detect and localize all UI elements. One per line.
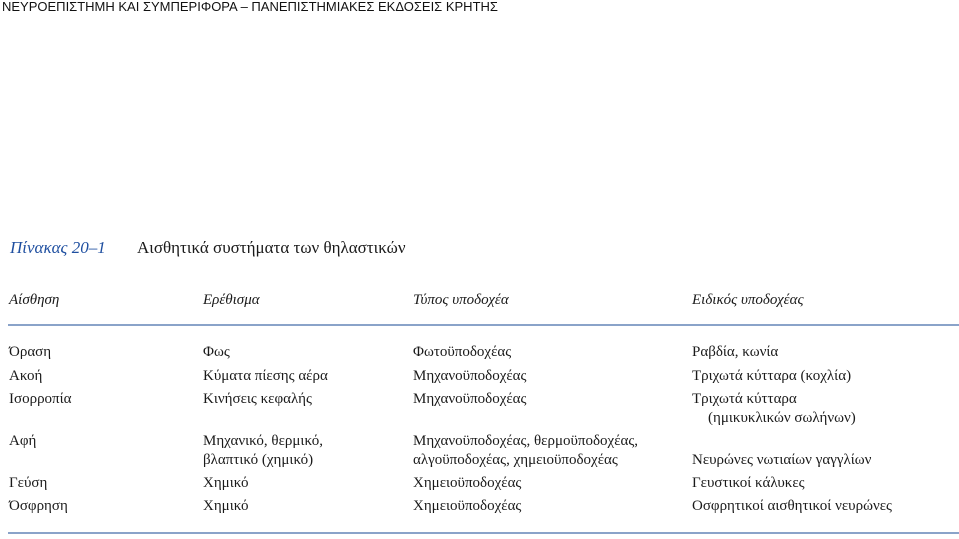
table-bottom-rule — [8, 532, 959, 534]
column-header-sense: Αίσθηση — [9, 292, 60, 308]
cell-specific-receptor-line2: (ημικυκλικών σωλήνων) — [708, 410, 856, 426]
cell-stimulus: Χημικό — [203, 475, 249, 491]
table-caption — [10, 238, 406, 258]
cell-receptor-type: Μηχανοϋποδοχέας — [413, 368, 527, 384]
cell-stimulus — [203, 432, 323, 469]
cell-receptor-type — [413, 432, 638, 469]
table-title: Αισθητικά συστήματα των θηλαστικών — [137, 238, 406, 257]
cell-receptor-type: Φωτοϋποδοχέας — [413, 344, 512, 360]
cell-specific-receptor: Γευστικοί κάλυκες — [692, 475, 805, 491]
column-header-specific-receptor: Ειδικός υποδοχέας — [692, 292, 804, 308]
cell-receptor-type: Χημειοϋποδοχέας — [413, 498, 522, 514]
table-top-rule — [8, 324, 959, 326]
table-label: Πίνακας 20–1 — [10, 238, 106, 257]
cell-specific-receptor: Οσφρητικοί αισθητικοί νευρώνες — [692, 498, 892, 514]
cell-specific-receptor: Ραβδία, κωνία — [692, 344, 779, 360]
cell-stimulus-line2: βλαπτικό (χημικό) — [203, 452, 314, 468]
column-header-stimulus: Ερέθισμα — [203, 292, 260, 308]
cell-stimulus: Χημικό — [203, 498, 249, 514]
cell-receptor-type: Μηχανοϋποδοχέας — [413, 391, 527, 407]
cell-receptor-type: Χημειοϋποδοχέας — [413, 475, 522, 491]
cell-stimulus: Φως — [203, 344, 230, 360]
cell-receptor-type-line1: Μηχανοϋποδοχέας, θερμοϋποδοχέας, — [413, 433, 639, 449]
cell-sense: Όσφρηση — [9, 498, 68, 514]
cell-specific-receptor — [692, 390, 856, 427]
running-header: ΝΕΥΡΟΕΠΙΣΤΗΜΗ ΚΑΙ ΣΥΜΠΕΡΙΦΟΡΑ – ΠΑΝΕΠΙΣΤΗΜΙΑΚΕΣ ΕΚΔΟΣΕΙΣ ΚΡΗΤΗΣ — [2, 0, 498, 14]
cell-receptor-type-line2: αλγοϋποδοχέας, χημειοϋποδοχέας — [413, 452, 618, 468]
cell-sense: Όραση — [9, 344, 52, 360]
cell-specific-receptor-line1: Τριχωτά κύτταρα — [692, 391, 797, 407]
cell-sense: Ισορροπία — [9, 391, 72, 407]
cell-specific-receptor: Τριχωτά κύτταρα (κοχλία) — [692, 368, 852, 384]
cell-sense: Γεύση — [9, 475, 48, 491]
cell-stimulus: Κύματα πίεσης αέρα — [203, 368, 328, 384]
cell-sense: Ακοή — [9, 368, 43, 384]
cell-sense: Αφή — [9, 433, 37, 449]
cell-specific-receptor: Νευρώνες νωτιαίων γαγγλίων — [692, 452, 872, 468]
column-header-receptor-type: Τύπος υποδοχέα — [413, 292, 509, 308]
cell-stimulus-line1: Μηχανικό, θερμικό, — [203, 433, 323, 449]
cell-stimulus: Κινήσεις κεφαλής — [203, 391, 312, 407]
